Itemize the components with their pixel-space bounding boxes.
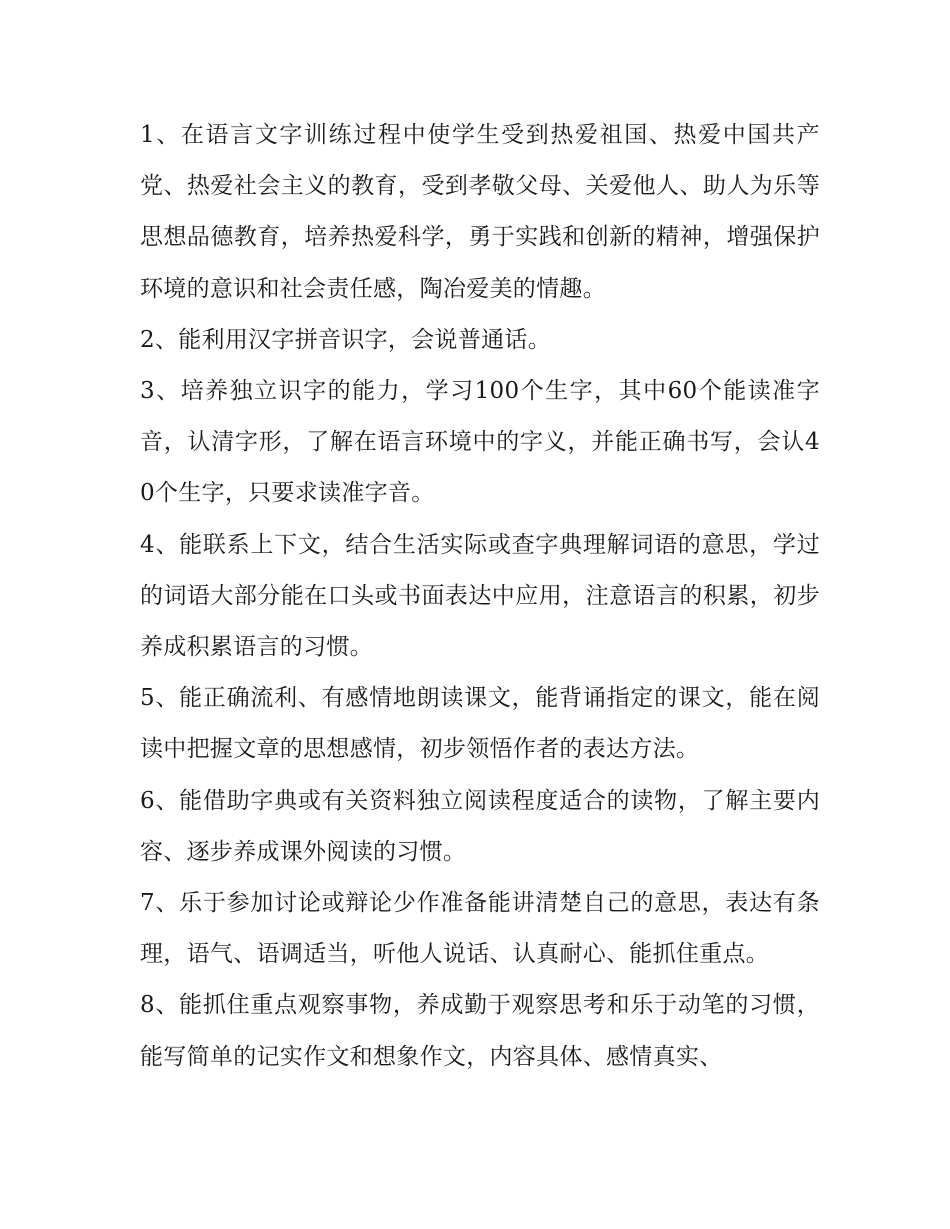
document-body [140, 110, 820, 1083]
paragraph-8: 8、能抓住重点观察事物，养成勤于观察思考和乐于动笔的习惯，能写简单的记实作文和想象作文，内容具体、感情真实、 [140, 992, 820, 1070]
paragraph-4: 4、能联系上下文，结合生活实际或查字典理解词语的意思，学过的词语大部分能在口头或书面表达中应用，注意语言的积累，初步养成积累语言的习惯。 [140, 531, 820, 661]
paragraph-7: 7、乐于参加讨论或辩论少作准备能讲清楚自己的意思，表达有条理，语气、语调适当，听他人说话、认真耐心、能抓住重点。 [140, 890, 820, 968]
paragraph-5: 5、能正确流利、有感情地朗读课文，能背诵指定的课文，能在阅读中把握文章的思想感情，初步领悟作者的表达方法。 [140, 685, 820, 763]
paragraph-2: 2、能利用汉字拼音识字，会说普通话。 [140, 326, 552, 353]
paragraph-1: 1、在语言文字训练过程中使学生受到热爱祖国、热爱中国共产党、热爱社会主义的教育，受到孝敬父母、关爱他人、助人为乐等思想品德教育，培养热爱科学，勇于实践和创新的精神，增强保护环境的意识和社会责任感，陶冶爱美的情趣。 [140, 122, 820, 302]
paragraph-6: 6、能借助字典或有关资料独立阅读程度适合的读物，了解主要内容、逐步养成课外阅读的习惯。 [140, 787, 820, 865]
paragraph-3: 3、培养独立识字的能力，学习100个生字，其中60个能读准字音，认清字形，了解在语言环境中的字义，并能正确书写，会认40个生字，只要求读准字音。 [140, 378, 820, 507]
